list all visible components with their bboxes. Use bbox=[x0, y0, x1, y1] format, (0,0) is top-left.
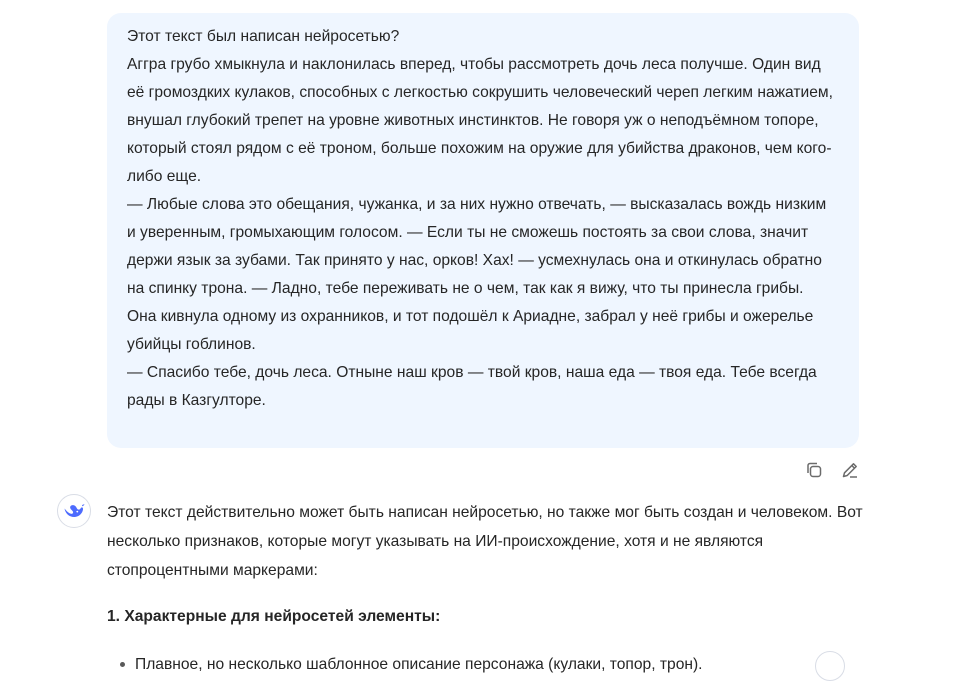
whale-logo-icon bbox=[62, 499, 86, 523]
bullet-list bbox=[107, 650, 867, 679]
copy-button[interactable] bbox=[803, 459, 825, 481]
list-item bbox=[135, 650, 867, 679]
message-actions bbox=[803, 459, 861, 483]
edit-button[interactable] bbox=[839, 459, 861, 481]
copy-icon bbox=[804, 460, 824, 480]
assistant-avatar bbox=[57, 494, 91, 528]
section-heading: 1. Характерные для нейросетей элементы: bbox=[107, 608, 441, 625]
assistant-intro: Этот текст действительно может быть написан нейросетью, но также мог быть создан и человеком. Вот несколько признаков, которые могут указывать на ИИ-происхождение, хотя и не являются стопроцентными маркерами: bbox=[107, 504, 863, 579]
list-item-text: Плавное, но несколько шаблонное описание персонажа (кулаки, топор, трон). bbox=[135, 656, 703, 673]
assistant-message bbox=[107, 498, 867, 679]
user-message-line: Аггра грубо хмыкнула и наклонилась вперед, чтобы рассмотреть дочь леса получше. Один вид её громоздких кулаков, способных с легкостью сокрушить человеческий череп легким нажатием, внушал глубокий трепет на уровне животных инстинктов. Не говоря уж о неподъёмном топоре, который стоял рядом с её троном, больше похожим на оружие для убийства драконов, чем кого-либо еще. bbox=[127, 56, 833, 185]
bullet-dot bbox=[120, 662, 125, 667]
user-message-bubble bbox=[107, 13, 859, 448]
user-message-line: — Любые слова это обещания, чужанка, и за них нужно отвечать, — высказалась вождь низким и уверенным, громыхающим голосом. — Если ты не сможешь постоять за свои слова, значит держи язык за зубами. Так принято у нас, орков! Хах! — усмехнулась она и откинулась обратно на спинку трона. — Ладно, тебе переживать не о чем, так как я вижу, что ты принесла грибы. bbox=[127, 196, 827, 297]
user-message-line: — Спасибо тебе, дочь леса. Отныне наш кров — твой кров, наша еда — твоя еда. Тебе всегда рады в Казгулторе. bbox=[127, 364, 817, 409]
user-message-line: Этот текст был написан нейросетью? bbox=[127, 28, 400, 45]
edit-icon bbox=[840, 460, 860, 480]
user-message-line: Она кивнула одному из охранников, и тот подошёл к Ариадне, забрал у неё грибы и ожерелье убийцы гоблинов. bbox=[127, 308, 814, 353]
scroll-to-bottom-button[interactable] bbox=[815, 651, 845, 681]
